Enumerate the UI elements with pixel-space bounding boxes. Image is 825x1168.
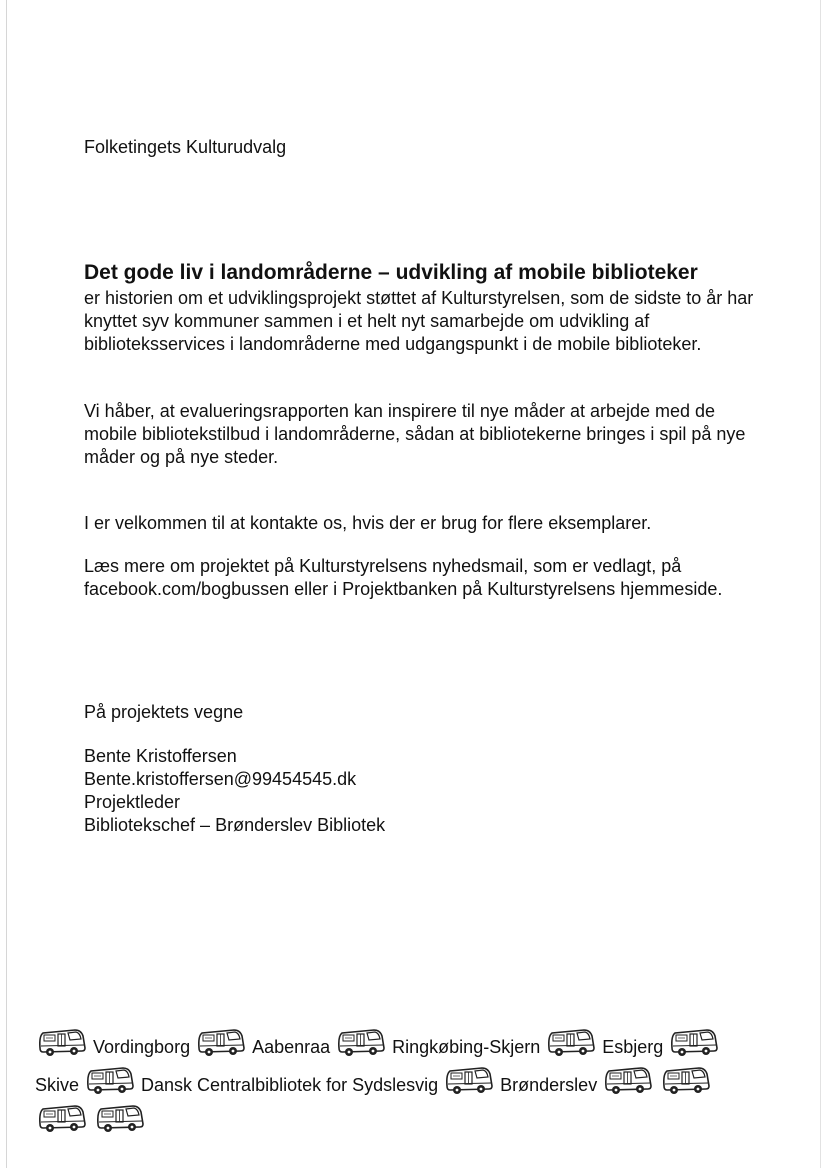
partner-name: Skive — [35, 1075, 80, 1095]
signature-block — [84, 745, 385, 837]
signature-email: Bente.kristoffersen@99454545.dk — [84, 769, 357, 789]
paragraph-read-more: Læs mere om projektet på Kulturstyrelsens nyhedsmail, som er vedlagt, på facebook.com/bogbussen eller i Projektbanken på Kulturstyrelsens hjemmeside. — [84, 556, 723, 599]
bus-icon — [669, 1026, 719, 1060]
page-edge-right — [820, 0, 821, 1168]
signature-name: Bente Kristoffersen — [84, 746, 237, 766]
bus-icon — [661, 1064, 711, 1098]
partner-name: Ringkøbing-Skjern — [392, 1037, 541, 1057]
partner-name: Vordingborg — [93, 1037, 191, 1057]
partner-row — [33, 1022, 793, 1060]
partner-name: Dansk Centralbibliotek for Sydslesvig — [141, 1075, 439, 1095]
paragraph-contact: I er velkommen til at kontakte os, hvis der er brug for flere eksemplarer. — [84, 513, 652, 533]
bus-icon — [37, 1026, 87, 1060]
partner-name: Brønderslev — [500, 1075, 598, 1095]
signature-position: Bibliotekschef – Brønderslev Bibliotek — [84, 815, 386, 835]
paragraph-hope: Vi håber, at evalueringsrapporten kan inspirere til nye måder at arbejde med de mobile bibliotekstilbud i landområderne, sådan at bibliotekerne bringes i spil på nye måder og på nye steder. — [84, 401, 746, 467]
bus-icon — [336, 1026, 386, 1060]
partner-row — [33, 1060, 793, 1098]
paragraph-intro: er historien om et udviklingsprojekt støttet af Kulturstyrelsen, som de sidste to år har knyttet syv kommuner sammen i et helt nyt samarbejde om udvikling af biblioteksservices i landområderne med udgangspunkt i de mobile biblioteker. — [84, 288, 754, 354]
partner-list — [33, 1022, 793, 1136]
bus-icon — [95, 1102, 145, 1136]
partner-name: Aabenraa — [252, 1037, 331, 1057]
bus-icon — [196, 1026, 246, 1060]
bus-icon — [603, 1064, 653, 1098]
signature-role: Projektleder — [84, 792, 181, 812]
bus-icon — [85, 1064, 135, 1098]
signature-intro: På projektets vegne — [84, 702, 244, 722]
partner-row — [33, 1098, 793, 1136]
document-title: Det gode liv i landområderne – udvikling af mobile biblioteker — [84, 261, 698, 284]
page-edge-left — [6, 0, 7, 1168]
bus-icon — [546, 1026, 596, 1060]
bus-icon — [444, 1064, 494, 1098]
recipient: Folketingets Kulturudvalg — [84, 137, 287, 157]
partner-name: Esbjerg — [602, 1037, 664, 1057]
bus-icon — [37, 1102, 87, 1136]
